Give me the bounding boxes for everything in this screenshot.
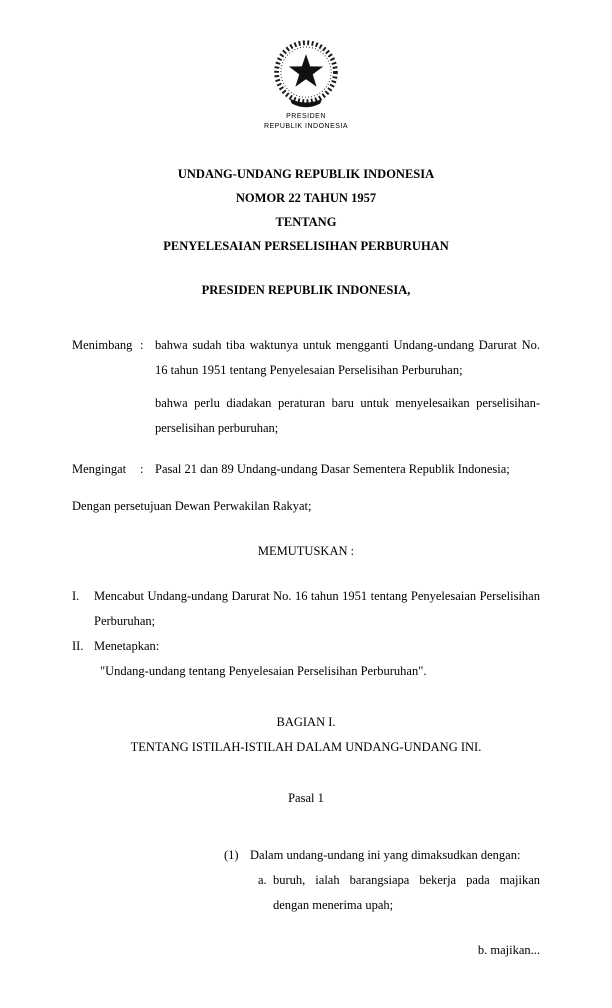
mengingat-clause <box>72 457 540 482</box>
law-title-block <box>72 162 540 258</box>
menimbang-clause <box>72 333 540 383</box>
law-title-line2: NOMOR 22 TAHUN 1957 <box>235 191 377 205</box>
persetujuan-line: Dengan persetujuan Dewan Perwakilan Rakyat; <box>72 499 312 513</box>
menimbang-paragraph-1: bahwa sudah tiba waktunya untuk mengganti Undang-undang Darurat No. 16 tahun 1951 tentang Penyelesaian Perselisihan Perburuhan; <box>155 338 540 377</box>
menimbang-label: Menimbang <box>72 338 133 352</box>
ayat-text: Dalam undang-undang ini yang dimaksudkan dengan: <box>250 848 521 862</box>
law-title-line1: UNDANG-UNDANG REPUBLIK INDONESIA <box>177 167 435 181</box>
decision-text: Menetapkan: <box>94 639 160 653</box>
ayat-1 <box>224 843 540 868</box>
decision-number: I. <box>72 589 80 603</box>
star-wreath-icon <box>266 38 346 112</box>
law-title-line3: TENTANG <box>275 215 337 229</box>
decision-item-1 <box>72 584 540 634</box>
law-title-line4: PENYELESAIAN PERSELISIHAN PERBURUHAN <box>163 239 449 253</box>
emblem-caption-line1: PRESIDEN <box>286 113 326 120</box>
mengingat-colon: : <box>140 462 144 476</box>
catchword: b. majikan... <box>477 943 540 957</box>
decision-item-2 <box>72 634 540 659</box>
mengingat-text: Pasal 21 dan 89 Undang-undang Dasar Sementera Republik Indonesia; <box>155 462 510 476</box>
sub-item-a <box>258 868 540 918</box>
emblem-caption-line2: REPUBLIK INDONESIA <box>263 123 349 130</box>
sub-item-text: buruh, ialah barangsiapa bekerja pada majikan dengan menerima upah; <box>273 873 540 912</box>
menimbang-paragraph-2: bahwa perlu diadakan peraturan baru untuk menyelesaikan perselisihan-perselisihan perburuhan; <box>155 396 540 435</box>
memutuskan-heading: MEMUTUSKAN : <box>257 544 355 558</box>
pasal-1-heading: Pasal 1 <box>288 791 324 805</box>
presiden-heading: PRESIDEN REPUBLIK INDONESIA, <box>201 283 411 297</box>
bagian-heading-block <box>72 710 540 760</box>
letterhead <box>72 38 540 132</box>
ayat-number: (1) <box>224 848 239 862</box>
penetapan-quote: "Undang-undang tentang Penyelesaian Perselisihan Perburuhan". <box>100 664 427 678</box>
decision-number: II. <box>72 639 84 653</box>
bagian-heading: BAGIAN I. <box>276 715 336 729</box>
mengingat-label: Mengingat <box>72 462 127 476</box>
menimbang-colon: : <box>140 338 144 352</box>
bagian-subheading: TENTANG ISTILAH-ISTILAH DALAM UNDANG-UNDANG INI. <box>130 740 482 754</box>
decision-text: Mencabut Undang-undang Darurat No. 16 tahun 1951 tentang Penyelesaian Perselisihan Perburuhan; <box>94 589 540 628</box>
sub-item-letter: a. <box>258 873 267 887</box>
